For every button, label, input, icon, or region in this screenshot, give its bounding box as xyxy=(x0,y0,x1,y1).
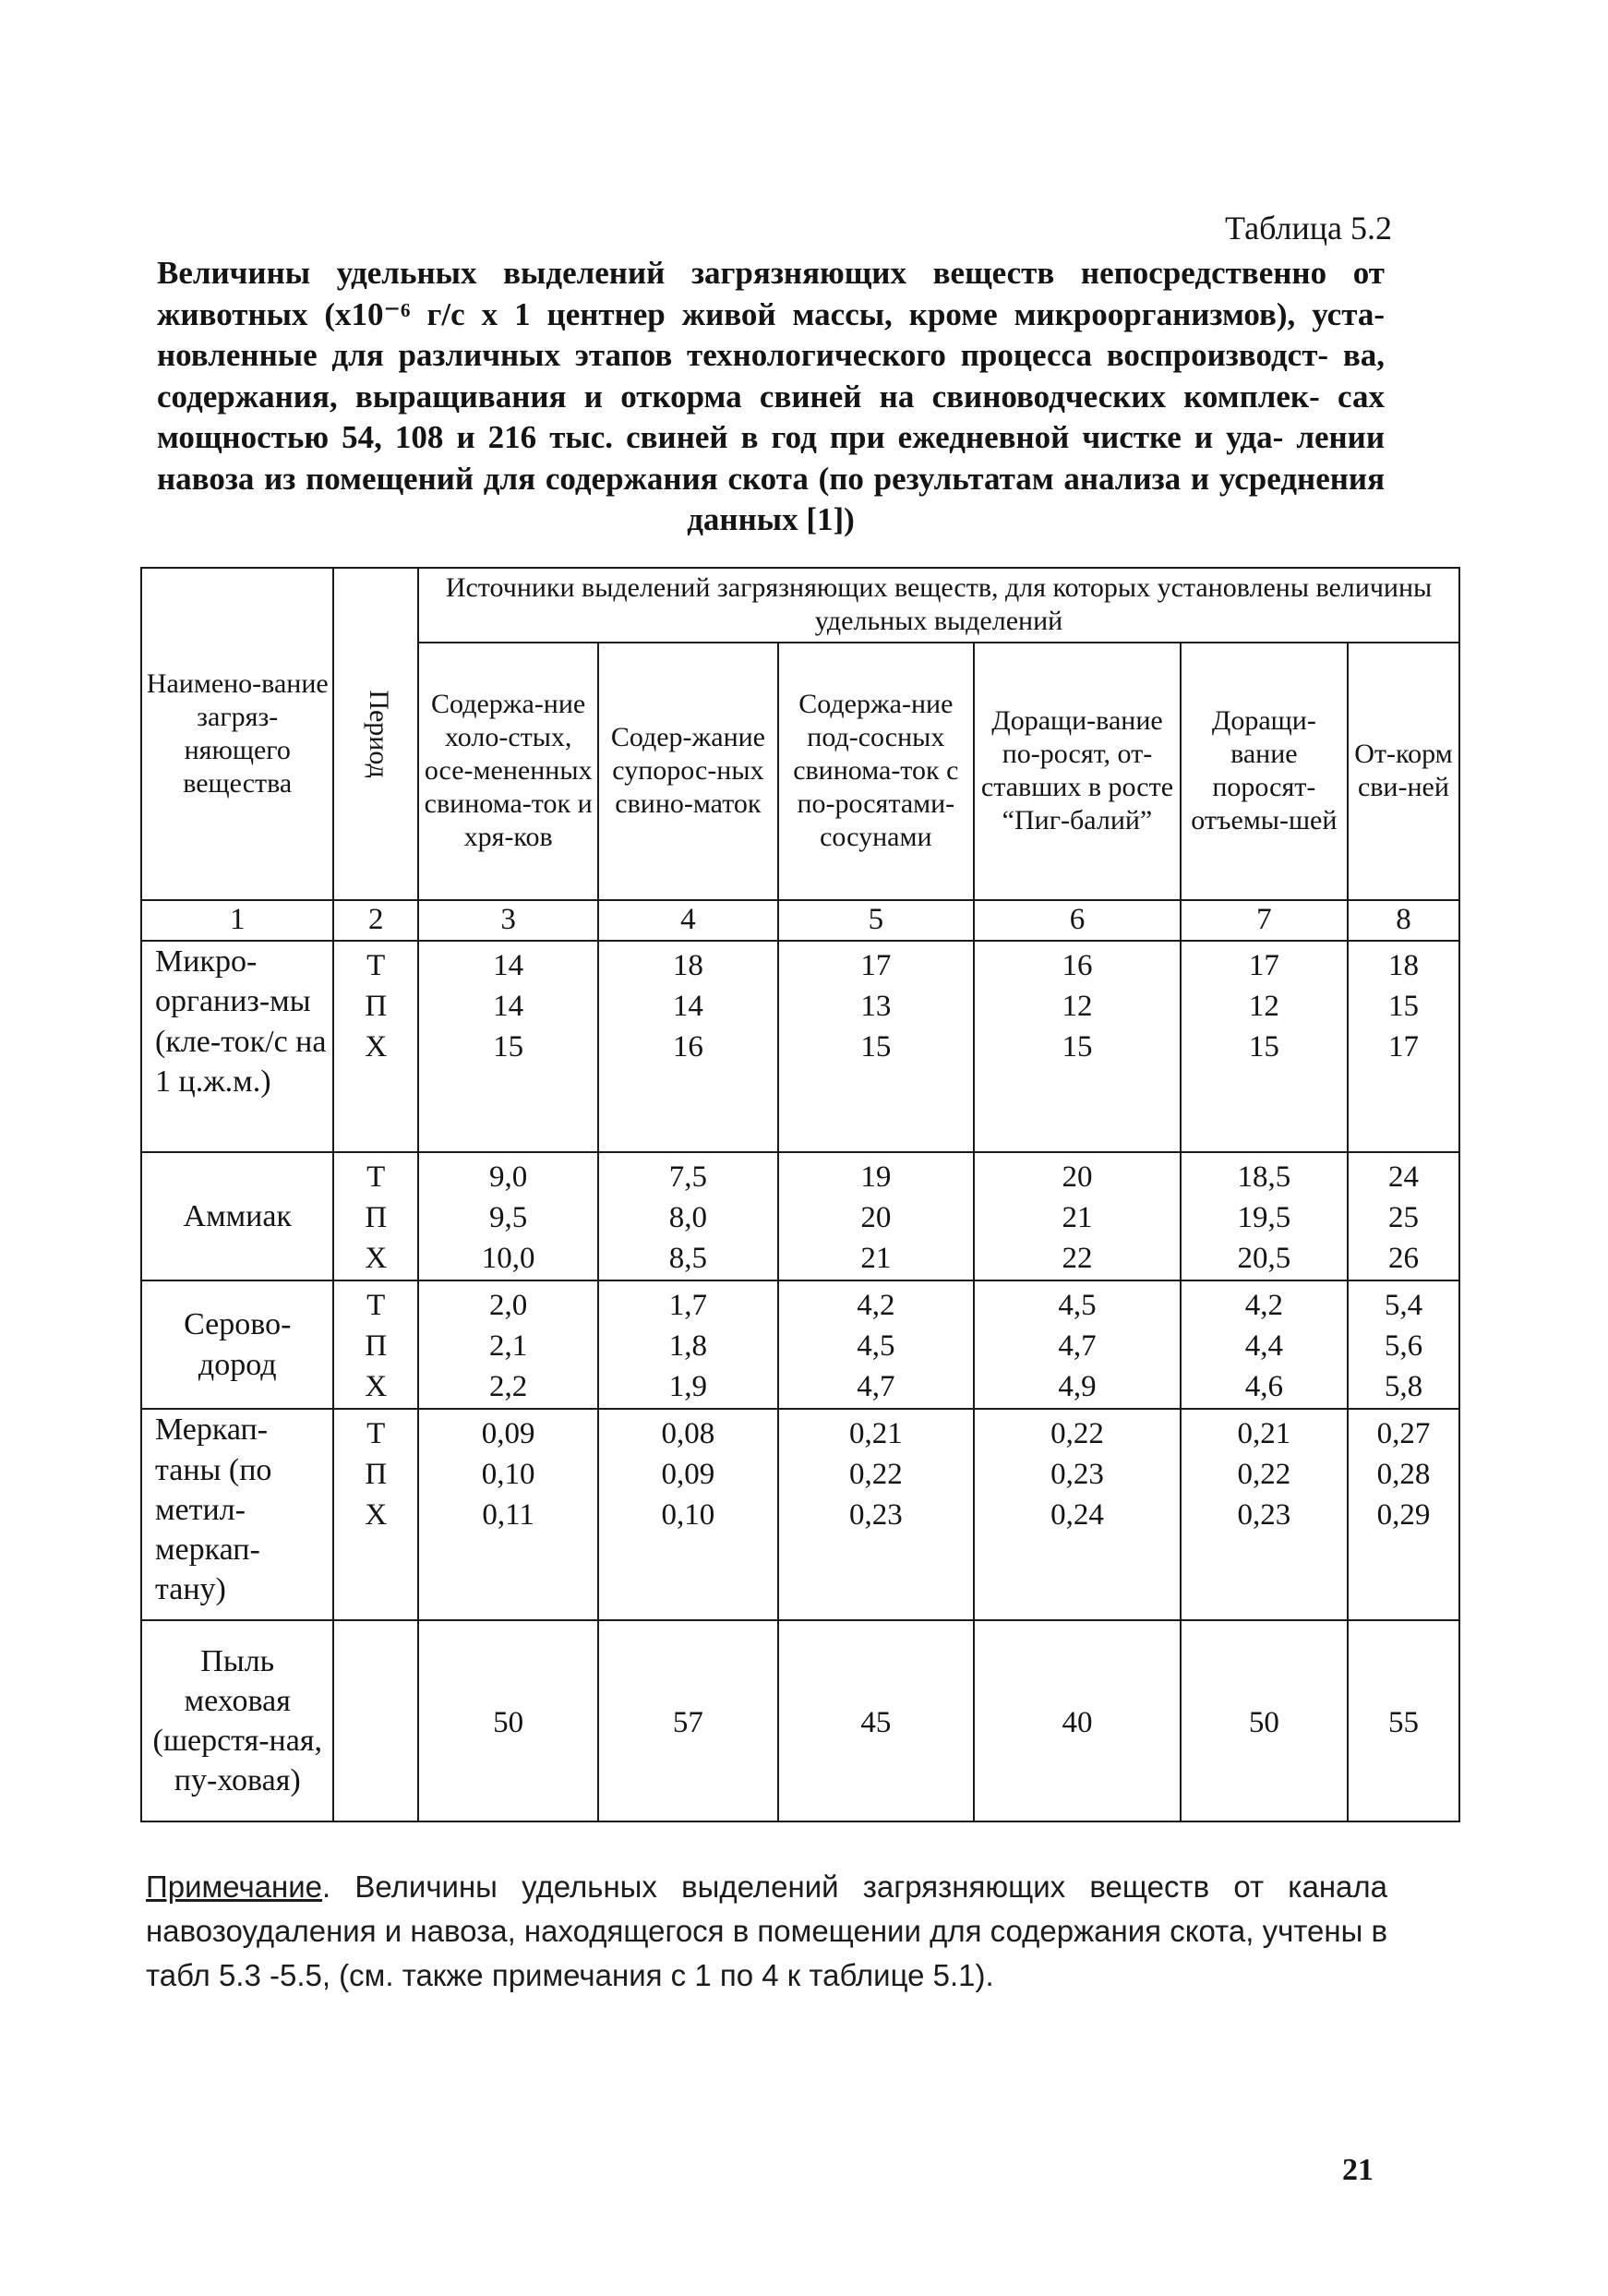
emission-value: 0,21 xyxy=(1237,1417,1291,1451)
period-cell xyxy=(333,1152,418,1280)
period-cell xyxy=(333,941,418,1151)
period-value: Т xyxy=(366,1417,386,1451)
emission-value: 14 xyxy=(493,990,524,1024)
emission-value: 18,5 xyxy=(1237,1160,1291,1194)
table-row xyxy=(141,941,1459,1151)
column-number: 8 xyxy=(1348,900,1459,941)
value-cell xyxy=(1348,941,1459,1151)
emission-value: 17 xyxy=(1387,1030,1419,1064)
emission-value: 0,29 xyxy=(1376,1498,1431,1533)
substance-name: Пыль меховая (шерстя-ная, пу-ховая) xyxy=(141,1620,333,1821)
emission-value: 18 xyxy=(672,949,703,983)
emission-value: 45 xyxy=(860,1705,892,1739)
table-row xyxy=(141,1280,1459,1409)
emission-value: 21 xyxy=(1062,1200,1093,1234)
title-line: Величины удельных выделений загрязняющих веществ непосредственно от xyxy=(157,255,1385,291)
value-cell xyxy=(974,1280,1181,1409)
period-value: П xyxy=(365,1458,388,1492)
emission-value: 0,10 xyxy=(661,1498,715,1533)
header-source-3: Содержа-ние под-сосных свинома-ток с по-росятами-сосунами xyxy=(778,643,975,900)
note-label: Примечание xyxy=(146,1869,323,1904)
value-cell xyxy=(1181,1409,1348,1619)
emission-value: 0,09 xyxy=(661,1458,715,1492)
emission-value: 18 xyxy=(1387,949,1419,983)
emission-value: 10,0 xyxy=(481,1241,535,1275)
title-line: сах мощностью 54, 108 и 216 тыс. свиней в год при ежедневной чистке и уда- xyxy=(157,378,1386,455)
emission-value: 9,5 xyxy=(489,1200,528,1234)
emission-value: 4,2 xyxy=(1244,1288,1283,1322)
value-cell xyxy=(418,1409,598,1619)
emission-value: 0,23 xyxy=(1237,1498,1291,1533)
emission-value: 50 xyxy=(1248,1705,1279,1739)
value-cell xyxy=(598,1409,777,1619)
emission-value: 20,5 xyxy=(1237,1241,1291,1275)
period-cell xyxy=(333,1620,418,1821)
header-source-6: От-корм сви-ней xyxy=(1348,643,1459,900)
emission-value: 0,10 xyxy=(481,1458,535,1492)
column-number: 2 xyxy=(333,900,418,941)
emission-value: 16 xyxy=(1062,949,1093,983)
emission-value: 19 xyxy=(860,1160,892,1194)
substance-name: Меркап-таны (по метил-меркап-тану) xyxy=(141,1409,333,1619)
header-sources-group: Источники выделений загрязняющих веществ, для которых установлены величины удельных выделений xyxy=(418,568,1459,643)
table-row xyxy=(141,1409,1459,1619)
period-cell xyxy=(333,1280,418,1409)
title-line: лении навоза из помещений для содержания скота (по результатам анализа и xyxy=(157,419,1385,497)
emission-value: 0,22 xyxy=(848,1458,903,1492)
period-value: Х xyxy=(365,1498,388,1533)
emission-value: 5,4 xyxy=(1384,1288,1423,1322)
emission-value: 0,11 xyxy=(482,1498,534,1533)
column-number: 7 xyxy=(1181,900,1348,941)
emission-value: 4,4 xyxy=(1244,1328,1283,1363)
period-value: П xyxy=(365,1200,388,1234)
substance-name: Серово-дород xyxy=(141,1280,333,1409)
value-cell xyxy=(1348,1620,1459,1821)
column-number: 5 xyxy=(778,900,975,941)
emission-value: 0,22 xyxy=(1050,1417,1104,1451)
emission-value: 50 xyxy=(493,1705,524,1739)
emission-value: 5,6 xyxy=(1384,1328,1423,1363)
emission-value: 1,8 xyxy=(668,1328,708,1363)
emission-value: 2,0 xyxy=(489,1288,528,1322)
value-cell xyxy=(974,1152,1181,1280)
value-cell xyxy=(974,941,1181,1151)
period-cell xyxy=(333,1409,418,1619)
value-cell xyxy=(1181,1620,1348,1821)
value-cell xyxy=(598,941,777,1151)
emission-value: 21 xyxy=(860,1241,892,1275)
column-number: 3 xyxy=(418,900,598,941)
value-cell xyxy=(778,941,975,1151)
emission-value: 19,5 xyxy=(1237,1200,1291,1234)
note xyxy=(146,1865,1387,1998)
period-value: Т xyxy=(366,1160,386,1194)
period-value: Х xyxy=(365,1369,388,1403)
emission-value: 55 xyxy=(1387,1705,1419,1739)
value-cell xyxy=(778,1152,975,1280)
value-cell xyxy=(974,1620,1181,1821)
table-body xyxy=(141,941,1459,1821)
value-cell xyxy=(418,1280,598,1409)
emission-value: 15 xyxy=(860,1030,892,1064)
emission-value: 40 xyxy=(1062,1705,1093,1739)
substance-name: Микро-организ-мы (кле-ток/с на 1 ц.ж.м.) xyxy=(141,941,333,1151)
emission-value: 14 xyxy=(493,949,524,983)
emission-value: 7,5 xyxy=(668,1160,708,1194)
emission-value: 20 xyxy=(860,1200,892,1234)
emission-value: 12 xyxy=(1062,990,1093,1024)
column-number: 4 xyxy=(598,900,777,941)
header-source-1: Содержа-ние холо-стых, осе-мененных свинома-ток и хря-ков xyxy=(418,643,598,900)
emission-value: 22 xyxy=(1062,1241,1093,1275)
header-period xyxy=(333,568,418,900)
emission-value: 15 xyxy=(1062,1030,1093,1064)
emission-value: 4,9 xyxy=(1058,1369,1097,1403)
emission-value: 9,0 xyxy=(489,1160,528,1194)
emission-value: 15 xyxy=(493,1030,524,1064)
emission-value: 0,21 xyxy=(848,1417,903,1451)
emission-value: 8,0 xyxy=(668,1200,708,1234)
value-cell xyxy=(598,1152,777,1280)
value-cell xyxy=(1181,1152,1348,1280)
title-line: ва, содержания, выращивания и откорма свиней на свиноводческих комплек- xyxy=(157,337,1385,415)
page-number: 21 xyxy=(1342,2153,1374,2187)
value-cell xyxy=(418,1152,598,1280)
value-cell xyxy=(778,1620,975,1821)
emission-value: 0,28 xyxy=(1376,1458,1431,1492)
emission-value: 16 xyxy=(672,1030,703,1064)
value-cell xyxy=(418,941,598,1151)
value-cell xyxy=(778,1280,975,1409)
value-cell xyxy=(1181,941,1348,1151)
title-line: усреднения данных [1]) xyxy=(687,460,1386,537)
emission-value: 12 xyxy=(1248,990,1279,1024)
column-number: 1 xyxy=(141,900,333,941)
header-source-5: Доращи-вание поросят-отъемы-шей xyxy=(1181,643,1348,900)
value-cell xyxy=(778,1409,975,1619)
emission-value: 4,7 xyxy=(1058,1328,1097,1363)
emission-value: 4,6 xyxy=(1244,1369,1283,1403)
emission-value: 17 xyxy=(1248,949,1279,983)
emission-value: 13 xyxy=(860,990,892,1024)
title-line: новленные для различных этапов технологического процесса воспроизводст- xyxy=(157,337,1329,373)
emission-value: 0,08 xyxy=(661,1417,715,1451)
emission-value: 57 xyxy=(672,1705,703,1739)
value-cell xyxy=(1348,1409,1459,1619)
value-cell xyxy=(598,1280,777,1409)
emission-value: 20 xyxy=(1062,1160,1093,1194)
emission-value: 2,2 xyxy=(489,1369,528,1403)
substance-name: Аммиак xyxy=(141,1152,333,1280)
emission-value: 17 xyxy=(860,949,892,983)
table-row xyxy=(141,1620,1459,1821)
emission-value: 15 xyxy=(1387,990,1419,1024)
emissions-table xyxy=(140,567,1460,1822)
title-line: животных (х10⁻⁶ г/с х 1 центнер живой массы, кроме микроорганизмов), уста- xyxy=(157,295,1385,332)
table-row xyxy=(141,1152,1459,1280)
header-source-2: Содер-жание супорос-ных свино-маток xyxy=(598,643,777,900)
emission-value: 14 xyxy=(672,990,703,1024)
emission-value: 24 xyxy=(1387,1160,1419,1194)
emission-value: 0,23 xyxy=(1050,1458,1104,1492)
period-value: П xyxy=(365,1328,388,1363)
emission-value: 1,7 xyxy=(668,1288,708,1322)
period-value: Х xyxy=(365,1030,388,1064)
header-substance-name: Наимено-вание загряз-няющего вещества xyxy=(141,568,333,900)
emission-value: 4,5 xyxy=(857,1328,895,1363)
emission-value: 15 xyxy=(1248,1030,1279,1064)
value-cell xyxy=(974,1409,1181,1619)
emission-value: 26 xyxy=(1387,1241,1419,1275)
period-value: Х xyxy=(365,1241,388,1275)
emission-value: 8,5 xyxy=(668,1241,708,1275)
emission-value: 2,1 xyxy=(489,1328,528,1363)
emission-value: 4,2 xyxy=(857,1288,895,1322)
emission-value: 0,22 xyxy=(1237,1458,1291,1492)
value-cell xyxy=(1348,1152,1459,1280)
note-text: . Величины удельных выделений загрязняющих веществ от канала навозоудаления и навоза, находящегося в помещении для содержания скота, учтены в табл 5.3 -5.5, (см. также примечания с 1 по 4 к таблице 5.1). xyxy=(146,1869,1388,1992)
table-title xyxy=(157,253,1385,541)
value-cell xyxy=(1348,1280,1459,1409)
period-value: П xyxy=(365,990,388,1024)
emission-value: 0,24 xyxy=(1050,1498,1104,1533)
emission-value: 1,9 xyxy=(668,1369,708,1403)
value-cell xyxy=(1181,1280,1348,1409)
value-cell xyxy=(598,1620,777,1821)
period-value: Т xyxy=(366,949,386,983)
period-value: Т xyxy=(366,1288,386,1322)
header-source-4: Доращи-вание по-росят, от-ставших в росте “Пиг-балий” xyxy=(974,643,1181,900)
emission-value: 0,23 xyxy=(848,1498,903,1533)
value-cell xyxy=(418,1620,598,1821)
column-number: 6 xyxy=(974,900,1181,941)
emission-value: 5,8 xyxy=(1384,1369,1423,1403)
table-number: Таблица 5.2 xyxy=(1225,210,1392,246)
header-period-label: Период xyxy=(364,690,395,778)
emission-value: 25 xyxy=(1387,1200,1419,1234)
emission-value: 0,27 xyxy=(1376,1417,1431,1451)
emission-value: 0,09 xyxy=(481,1417,535,1451)
emission-value: 4,7 xyxy=(857,1369,895,1403)
emission-value: 4,5 xyxy=(1058,1288,1097,1322)
